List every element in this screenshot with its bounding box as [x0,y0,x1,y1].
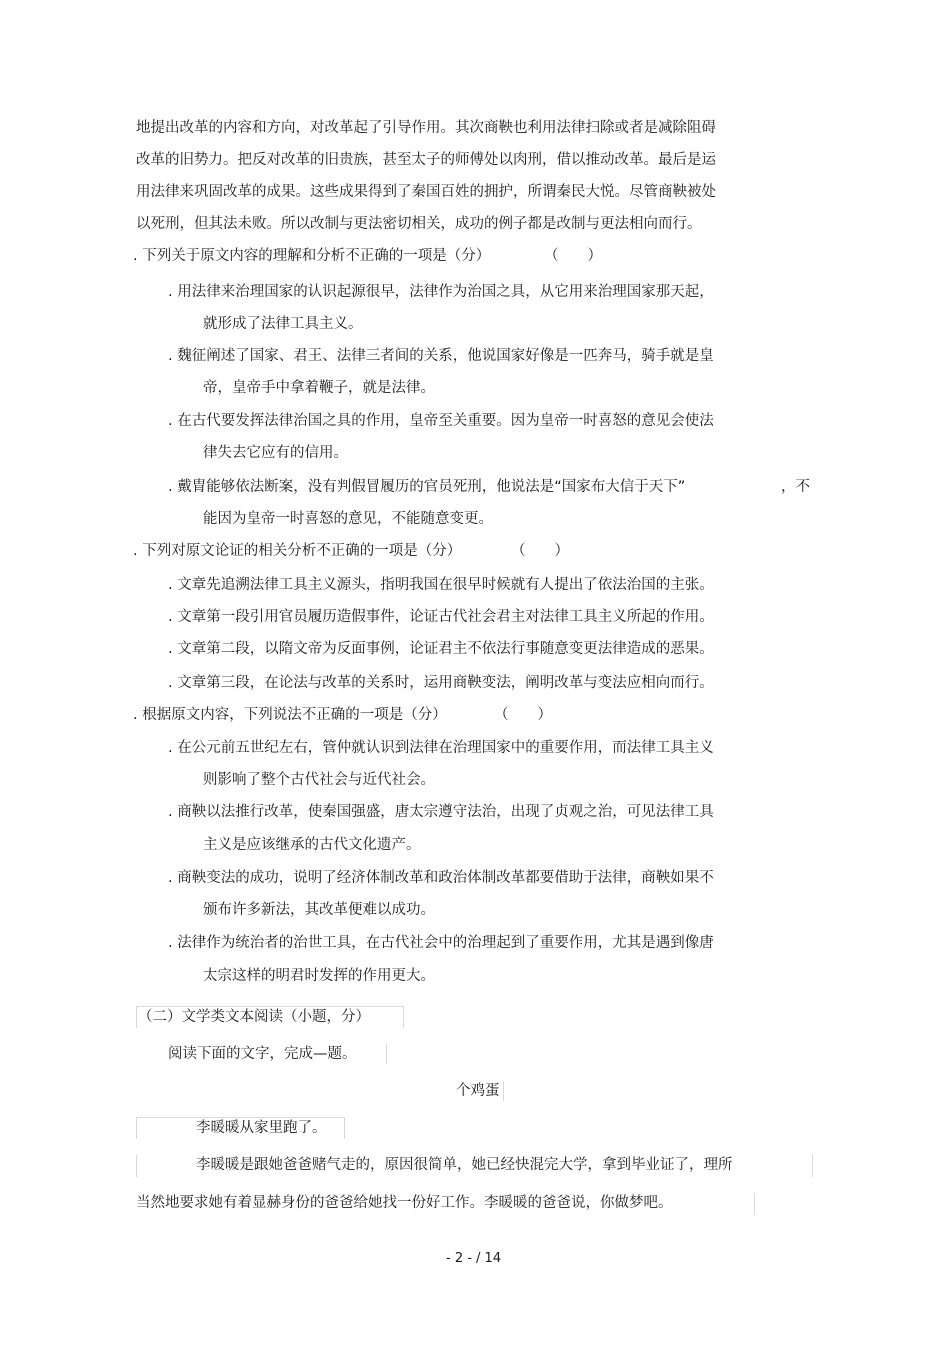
section-instruction: 阅读下面的文字，完成—题。 [168,1046,357,1062]
question-2-option-a: . 文章先追溯法律工具主义源头，指明我国在很早时候就有人提出了依法治国的主张。 [168,577,714,593]
paragraph-2-left-rule [136,1155,137,1177]
question-3-option-d-line-1: . 法律作为统治者的治世工具，在古代社会中的治理起到了重要作用，尤其是遇到像唐 [168,935,714,951]
heading-frame-left [136,1006,137,1028]
question-3-answer-paren: （ ） [494,707,552,723]
question-1-option-b-line-2: 帝，皇帝手中拿着鞭子，就是法律。 [203,380,435,396]
question-1-option-b-line-1: . 魏征阐述了国家、君王、法律三者间的关系，他说国家好像是一匹奔马，骑手就是皇 [168,348,714,364]
question-3-option-c-line-2: 颁布许多新法，其改革便难以成功。 [203,902,435,918]
question-2-option-c: . 文章第二段，以隋文帝为反面事例，论证君主不依法行事随意变更法律造成的恶果。 [168,641,714,657]
question-2-stem: . 下列对原文论证的相关分析不正确的一项是（分） [133,543,462,559]
question-1-option-d-tail: ，不 [781,479,810,495]
paragraph-frame-right [344,1117,345,1139]
title-divider [503,1081,504,1101]
question-1-option-d-line-2: 能因为皇帝一时喜怒的意见，不能随意变更。 [203,511,493,527]
question-1-stem: . 下列关于原文内容的理解和分析不正确的一项是（分） [133,248,491,264]
story-paragraph-2-line-2: 当然地要求她有着显赫身份的爸爸给她找一份好工作。李暖暖的爸爸说，你做梦吧。 [136,1195,673,1211]
heading-frame-right [403,1006,404,1028]
story-paragraph-1: 李暖暖从家里跑了。 [196,1120,327,1136]
passage-line-1: 地提出改革的内容和方向，对改革起了引导作用。其次商鞅也利用法律扫除或者是减除阻碍 [136,120,716,136]
question-3-option-b-line-1: . 商鞅以法推行改革，使秦国强盛，唐太宗遵守法治，出现了贞观之治，可见法律工具 [168,804,714,820]
question-3-option-b-line-2: 主义是应该继承的古代文化遗产。 [203,837,421,853]
question-1-option-d-line-1: . 戴胄能够依法断案，没有判假冒履历的官员死刑，他说法是“国家布大信于天下” [168,479,686,495]
story-paragraph-2-line-1: 李暖暖是跟她爸爸赌气走的，原因很简单，她已经快混完大学，拿到毕业证了，理所 [196,1157,733,1173]
paragraph-frame-left [136,1117,137,1139]
question-3-option-a-line-1: . 在公元前五世纪左右，管仲就认识到法律在治理国家中的重要作用，而法律工具主义 [168,740,714,756]
passage-line-4: 以死刑，但其法未败。所以改制与更法密切相关，成功的例子都是改制与更法相向而行。 [136,216,702,232]
question-2-option-b: . 文章第一段引用官员履历造假事件，论证古代社会君主对法律工具主义所起的作用。 [168,609,714,625]
story-title: 个鸡蛋 [456,1083,500,1099]
question-1-option-a-line-1: . 用法律来治理国家的认识起源很早，法律作为治国之具，从它用来治理国家那天起， [168,284,714,300]
question-2-answer-paren: （ ） [511,543,569,559]
instruction-divider [386,1044,387,1064]
question-1-option-c-line-1: . 在古代要发挥法律治国之具的作用，皇帝至关重要。因为皇帝一时喜怒的意见会使法 [168,413,714,429]
page-number: - 2 - / 14 [446,1251,502,1266]
question-3-stem: . 根据原文内容，下列说法不正确的一项是（分） [133,707,447,723]
question-1-option-c-line-2: 律失去它应有的信用。 [203,445,348,461]
paragraph-2-right-rule [812,1155,813,1177]
paragraph-2-end-rule [754,1193,755,1215]
question-1-option-a-line-2: 就形成了法律工具主义。 [203,316,363,332]
question-1-answer-paren: （ ） [544,248,602,264]
question-3-option-c-line-1: . 商鞅变法的成功，说明了经济体制改革和政治体制改革都要借助于法律，商鞅如果不 [168,870,714,886]
section-heading: （二）文学类文本阅读（小题，分） [138,1009,370,1025]
question-3-option-d-line-2: 太宗这样的明君时发挥的作用更大。 [203,968,435,984]
passage-line-2: 改革的旧势力。把反对改革的旧贵族，甚至太子的师傅处以肉刑，借以推动改革。最后是运 [136,152,716,168]
question-3-option-a-line-2: 则影响了整个古代社会与近代社会。 [203,772,435,788]
question-2-option-d: . 文章第三段，在论法与改革的关系时，运用商鞅变法，阐明改革与变法应相向而行。 [168,675,714,691]
passage-line-3: 用法律来巩固改革的成果。这些成果得到了秦国百姓的拥护，所谓秦民大悦。尽管商鞅被处 [136,184,716,200]
